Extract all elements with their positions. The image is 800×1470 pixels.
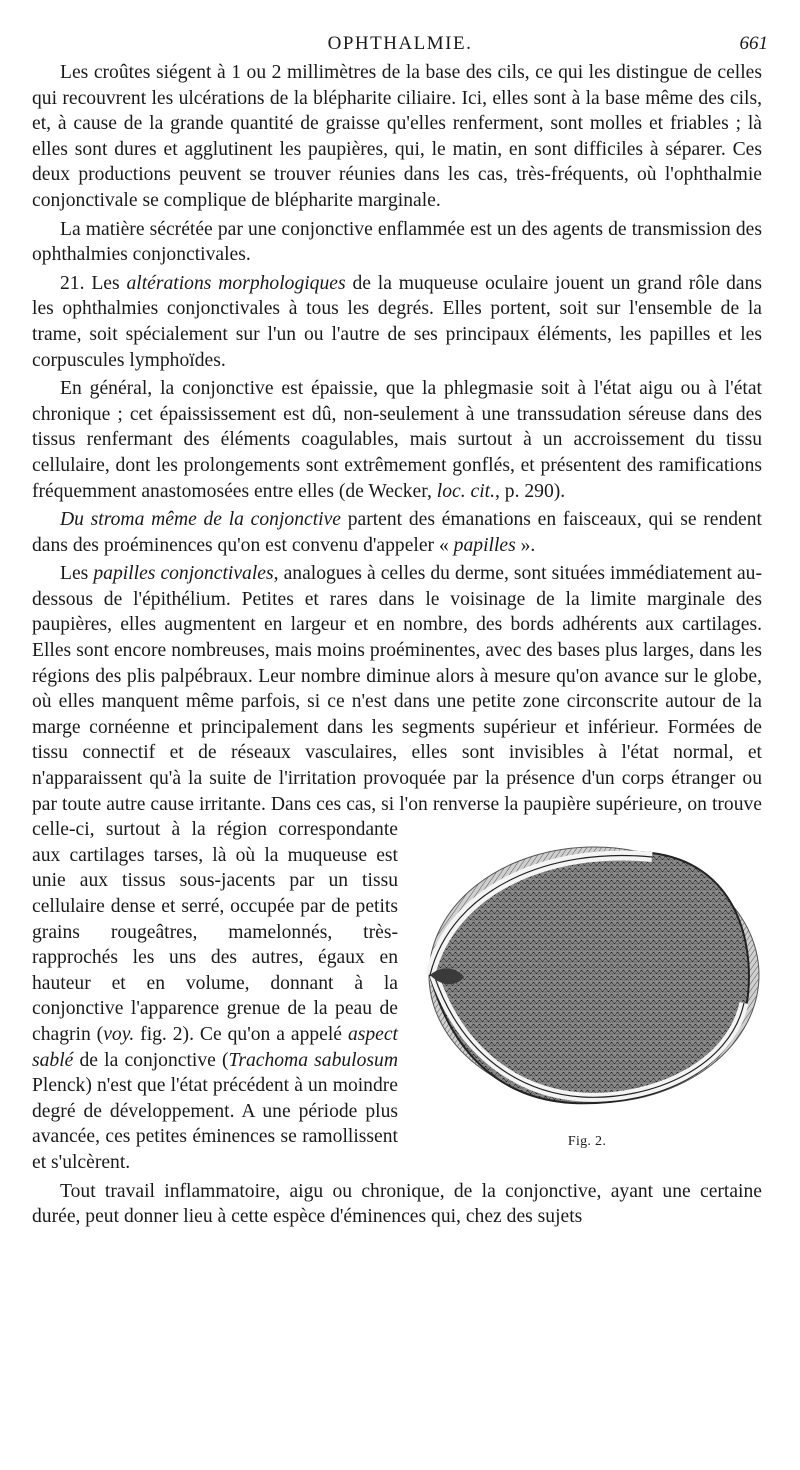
text-run: renverse la paupière supérieure, on trouve celle-ci, surtout à la région correspondante aux cartilages tarses, là où la muqueuse est unie aux tissus sous-jacents par un tissu cellulaire dense et serré, occupée par de petits grains rougeâtres, mamelonnés, très-rapprochés les uns des autres, égaux en hauteur et en volume, donnant à la conjonctive l'apparence grenue de la peau de chagrin ( — [32, 793, 762, 1045]
paragraph — [32, 1179, 762, 1230]
text-run: En général, la conjonctive est épaissie, que la phlegmasie soit à l'état aigu ou à l'état chronique ; cet épaississement est dû, non-seulement à une transsudation séreuse dans des tissus renfermant des éléments coagulables, mais surtout à un accroissement du tissu cellulaire, dont les prolongements sont extrêmement gonflés, et présentent des ramifications fréquemment anastomosées entre elles (de Wecker, — [32, 378, 762, 502]
text-run: ». — [515, 534, 536, 556]
text-run: 21. Les — [60, 272, 127, 294]
paragraph — [32, 507, 762, 558]
italic-text: papilles — [453, 534, 516, 556]
italic-text: Trachoma sabulosum — [228, 1049, 398, 1071]
running-title: OPHTHALMIE. — [327, 33, 473, 54]
paragraph — [32, 271, 762, 373]
italic-text: papilles conjonctivales — [93, 563, 274, 585]
text-run: partent des émanations en faisceaux, qui se rendent dans des proéminences qu'on est convenu d'appeler « — [32, 509, 762, 556]
paragraph — [32, 376, 762, 504]
italic-text: voy. — [103, 1023, 135, 1045]
italic-text: Du stroma même de la conjonctive — [60, 509, 341, 531]
text-run: Tout travail inflammatoire, aigu ou chronique, de la conjonctive, ayant une certaine durée, peut donner lieu à cette espèce d'éminences qui, chez des sujets — [32, 1180, 762, 1228]
text-run: , analogues à celles du derme, sont situées immédiatement au-dessous de l'épithélium. Petites et rares dans le voisinage de la limite marginale des paupières, elles augmentent en largeur et en nombre, des bords adhérents aux cartilages. Elles sont encore nombreuses, mais moins proéminentes, avec des bases plus larges, dans les régions des plis palpébraux. Leur nombre diminue alors à mesure qu'on avance sur le globe, où elles manquent même parfois, si ce n'est dans une petite zone circonscrite autour de la marge cornéenne et principalement dans les segments supérieur et inférieur. Formées de tissu connectif et de réseaux vasculaires, elles sont invisibles à l'état normal, et n'apparaissent qu'à la suite de l'irritation provoquée par la présence d'un corps étranger ou par toute autre cause irritante. Dans ces cas, si l'on — [32, 563, 762, 815]
paragraph — [32, 60, 762, 214]
text-run: Plenck) n'est que l'état précédent à un moindre degré de développement. A une période plus avancée, ces petites éminences se ramollissent et s'ulcèrent. — [32, 1075, 398, 1173]
italic-text: altérations morphologiques — [126, 272, 346, 294]
italic-text: loc. cit. — [436, 480, 495, 502]
figure-caption: Fig. 2. — [567, 1134, 607, 1150]
text-run: Les — [60, 563, 94, 585]
text-run: La matière sécrétée par une conjonctive enflammée est un des agents de transmission des ophthalmies conjonctivales. — [32, 218, 762, 266]
body-text — [32, 60, 762, 1230]
figure-2 — [412, 825, 762, 1155]
page-header — [32, 30, 768, 58]
eyelid-illustration — [412, 825, 762, 1125]
text-run: Les croûtes siégent à 1 ou 2 millimètres de la base des cils, ce qui les distingue de celles qui recouvrent les ulcérations de la blépharite ciliaire. Ici, elles sont à la base même des cils, et, à cause de la grande quantité de graisse qu'elles renferment, sont molles et friables ; là elles sont dures et agglutinent les paupières, qui, le matin, en sont difficiles à séparer. Ces deux productions peuvent se trouver réunies dans les cas, très-fréquents, où l'ophthalmie conjonctivale se complique de blépharite marginale. — [32, 62, 762, 211]
italic-text: aspect sablé — [32, 1023, 398, 1071]
page-number: 661 — [739, 33, 768, 54]
text-run: fig. 2). Ce qu'on a appelé — [134, 1023, 348, 1045]
text-run: de la conjonctive ( — [73, 1049, 229, 1071]
text-run: , p. 290). — [494, 480, 566, 502]
paragraph — [32, 217, 762, 268]
paragraph — [32, 561, 762, 1175]
text-run: de la muqueuse oculaire jouent un grand rôle dans les ophthalmies conjonctivales à tous les degrés. Elles portent, soit sur l'ensemble de la trame, soit spécialement sur l'un ou l'autre de ses principaux éléments, les papilles et les corpuscules lymphoïdes. — [32, 272, 762, 371]
